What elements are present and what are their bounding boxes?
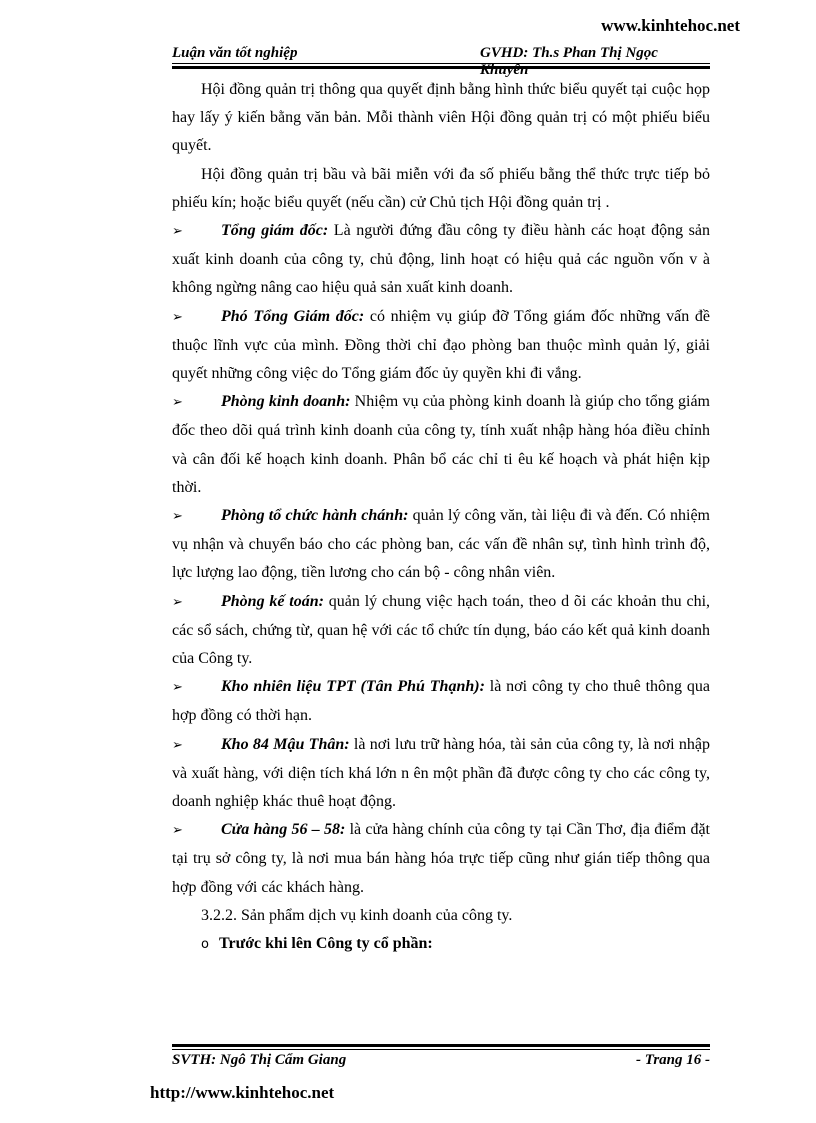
bullet-term: Phó Tổng Giám đốc: bbox=[221, 307, 365, 325]
watermark-bottom: http://www.kinhtehoc.net bbox=[150, 1083, 335, 1102]
sub-item-label: Trước khi lên Công ty cổ phần: bbox=[219, 935, 433, 953]
bullet-text: là cửa hàng chính của công ty tại Cần Thơ, địa điểm đặt tại trụ sở công ty, là nơi mua bán hàng hóa trực tiếp cũng như gián tiếp thông qua hợp đồng với các khách hàng. bbox=[172, 821, 710, 896]
footer-rule-thick bbox=[172, 1044, 710, 1047]
arrow-bullet-icon: ➢ bbox=[172, 395, 183, 411]
bullet-term: Phòng tổ chức hành chánh: bbox=[221, 507, 409, 525]
footer-left: SVTH: Ngô Thị Cẩm Giang bbox=[172, 1052, 347, 1068]
arrow-bullet-icon: ➢ bbox=[172, 680, 183, 696]
paragraph: Hội đồng quản trị bầu và bãi miễn với đa số phiếu bằng thể thức trực tiếp bỏ phiếu kín; hoặc biểu quyết (nếu cần) cử Chủ tịch Hội đồng quản trị . bbox=[172, 165, 710, 211]
arrow-bullet-icon: ➢ bbox=[172, 509, 183, 525]
header-right: GVHD: Th.s Phan Thị Ngọc Khuyên bbox=[480, 45, 658, 78]
bullet-item bbox=[172, 388, 710, 502]
bullet-item bbox=[172, 588, 710, 674]
bullet-item bbox=[172, 303, 710, 389]
paragraph: Hội đồng quản trị thông qua quyết định bằng hình thức biểu quyết tại cuộc họp hay lấy ý kiến bằng văn bản. Mỗi thành viên Hội đồng quản trị có một phiếu biểu quyết. bbox=[172, 81, 710, 155]
arrow-bullet-icon: ➢ bbox=[172, 309, 183, 325]
bullet-item bbox=[172, 502, 710, 588]
bullet-text: là nơi lưu trữ hàng hóa, tài sản của công ty, là nơi nhập và xuất hàng, với diện tích khá lớn n ên một phần đã được công ty cho các công ty, doanh nghiệp khác thuê hoạt động. bbox=[172, 735, 711, 811]
header-rule-thick bbox=[172, 66, 710, 69]
bullet-text: là nơi công ty cho thuê thông qua hợp đồng có thời hạn. bbox=[172, 678, 711, 725]
sub-item bbox=[172, 930, 710, 959]
bullet-term: Tổng giám đốc: bbox=[221, 222, 329, 240]
watermark-top: www.kinhtehoc.net bbox=[601, 16, 740, 35]
bullet-text: Nhiệm vụ của phòng kinh doanh là giúp cho tổng giám đốc theo dõi quá trình kinh doanh của công ty, tính xuất nhập hàng hóa điều chỉnh và cân đối kế hoạch kinh doanh. Phân bổ các chỉ ti êu kế hoạch và phát hiện kịp thời. bbox=[172, 393, 711, 496]
header-rule-thin bbox=[172, 63, 710, 64]
arrow-bullet-icon: ➢ bbox=[172, 594, 183, 610]
document-body bbox=[172, 76, 710, 959]
header-left: Luận văn tốt nghiệp bbox=[172, 45, 298, 61]
arrow-bullet-icon: ➢ bbox=[172, 224, 183, 240]
footer-rule-thin bbox=[172, 1049, 710, 1050]
bullet-item bbox=[172, 731, 710, 817]
bullet-text: có nhiệm vụ giúp đỡ Tổng giám đốc những vấn đề thuộc lĩnh vực của mình. Đồng thời chỉ đạo phòng ban thuộc mình quản lý, giải quyết những công việc do Tổng giám đốc ủy quyền khi đi vắng. bbox=[172, 307, 711, 383]
bullet-term: Cửa hàng 56 – 58: bbox=[221, 821, 346, 839]
bullet-text: Là người đứng đầu công ty điều hành các hoạt động sản xuất kinh doanh của công ty, chủ động, linh hoạt có hiệu quả các nguồn vốn v à không ngừng nâng cao hiệu quả sản xuất kinh doanh. bbox=[172, 222, 710, 297]
page-number: - Trang 16 - bbox=[635, 1052, 710, 1068]
bullet-item bbox=[172, 673, 710, 730]
bullet-term: Phòng kế toán: bbox=[221, 592, 324, 610]
bullet-item bbox=[172, 217, 710, 303]
bullet-term: Kho nhiên liệu TPT (Tân Phú Thạnh): bbox=[221, 678, 485, 696]
bullet-term: Phòng kinh doanh: bbox=[221, 393, 351, 411]
section-heading: 3.2.2. Sản phẩm dịch vụ kinh doanh của công ty. bbox=[201, 906, 513, 924]
bullet-item bbox=[172, 816, 710, 902]
bullet-text: quản lý chung việc hạch toán, theo d õi các khoản thu chi, các sổ sách, chứng từ, quan hệ với các tổ chức tín dụng, báo cáo kết quả kinh doanh của Công ty. bbox=[172, 592, 711, 668]
arrow-bullet-icon: ➢ bbox=[172, 823, 183, 839]
bullet-term: Kho 84 Mậu Thân: bbox=[221, 735, 350, 753]
arrow-bullet-icon: ➢ bbox=[172, 737, 183, 753]
bullet-text: quản lý công văn, tài liệu đi và đến. Có nhiệm vụ nhận và chuyển báo cho các phòng ban, các vấn đề nhân sự, tình hình trình độ, lực lượng lao động, tiền lương cho cán bộ - công nhân viên. bbox=[172, 507, 710, 582]
circle-bullet-icon: o bbox=[201, 937, 209, 953]
